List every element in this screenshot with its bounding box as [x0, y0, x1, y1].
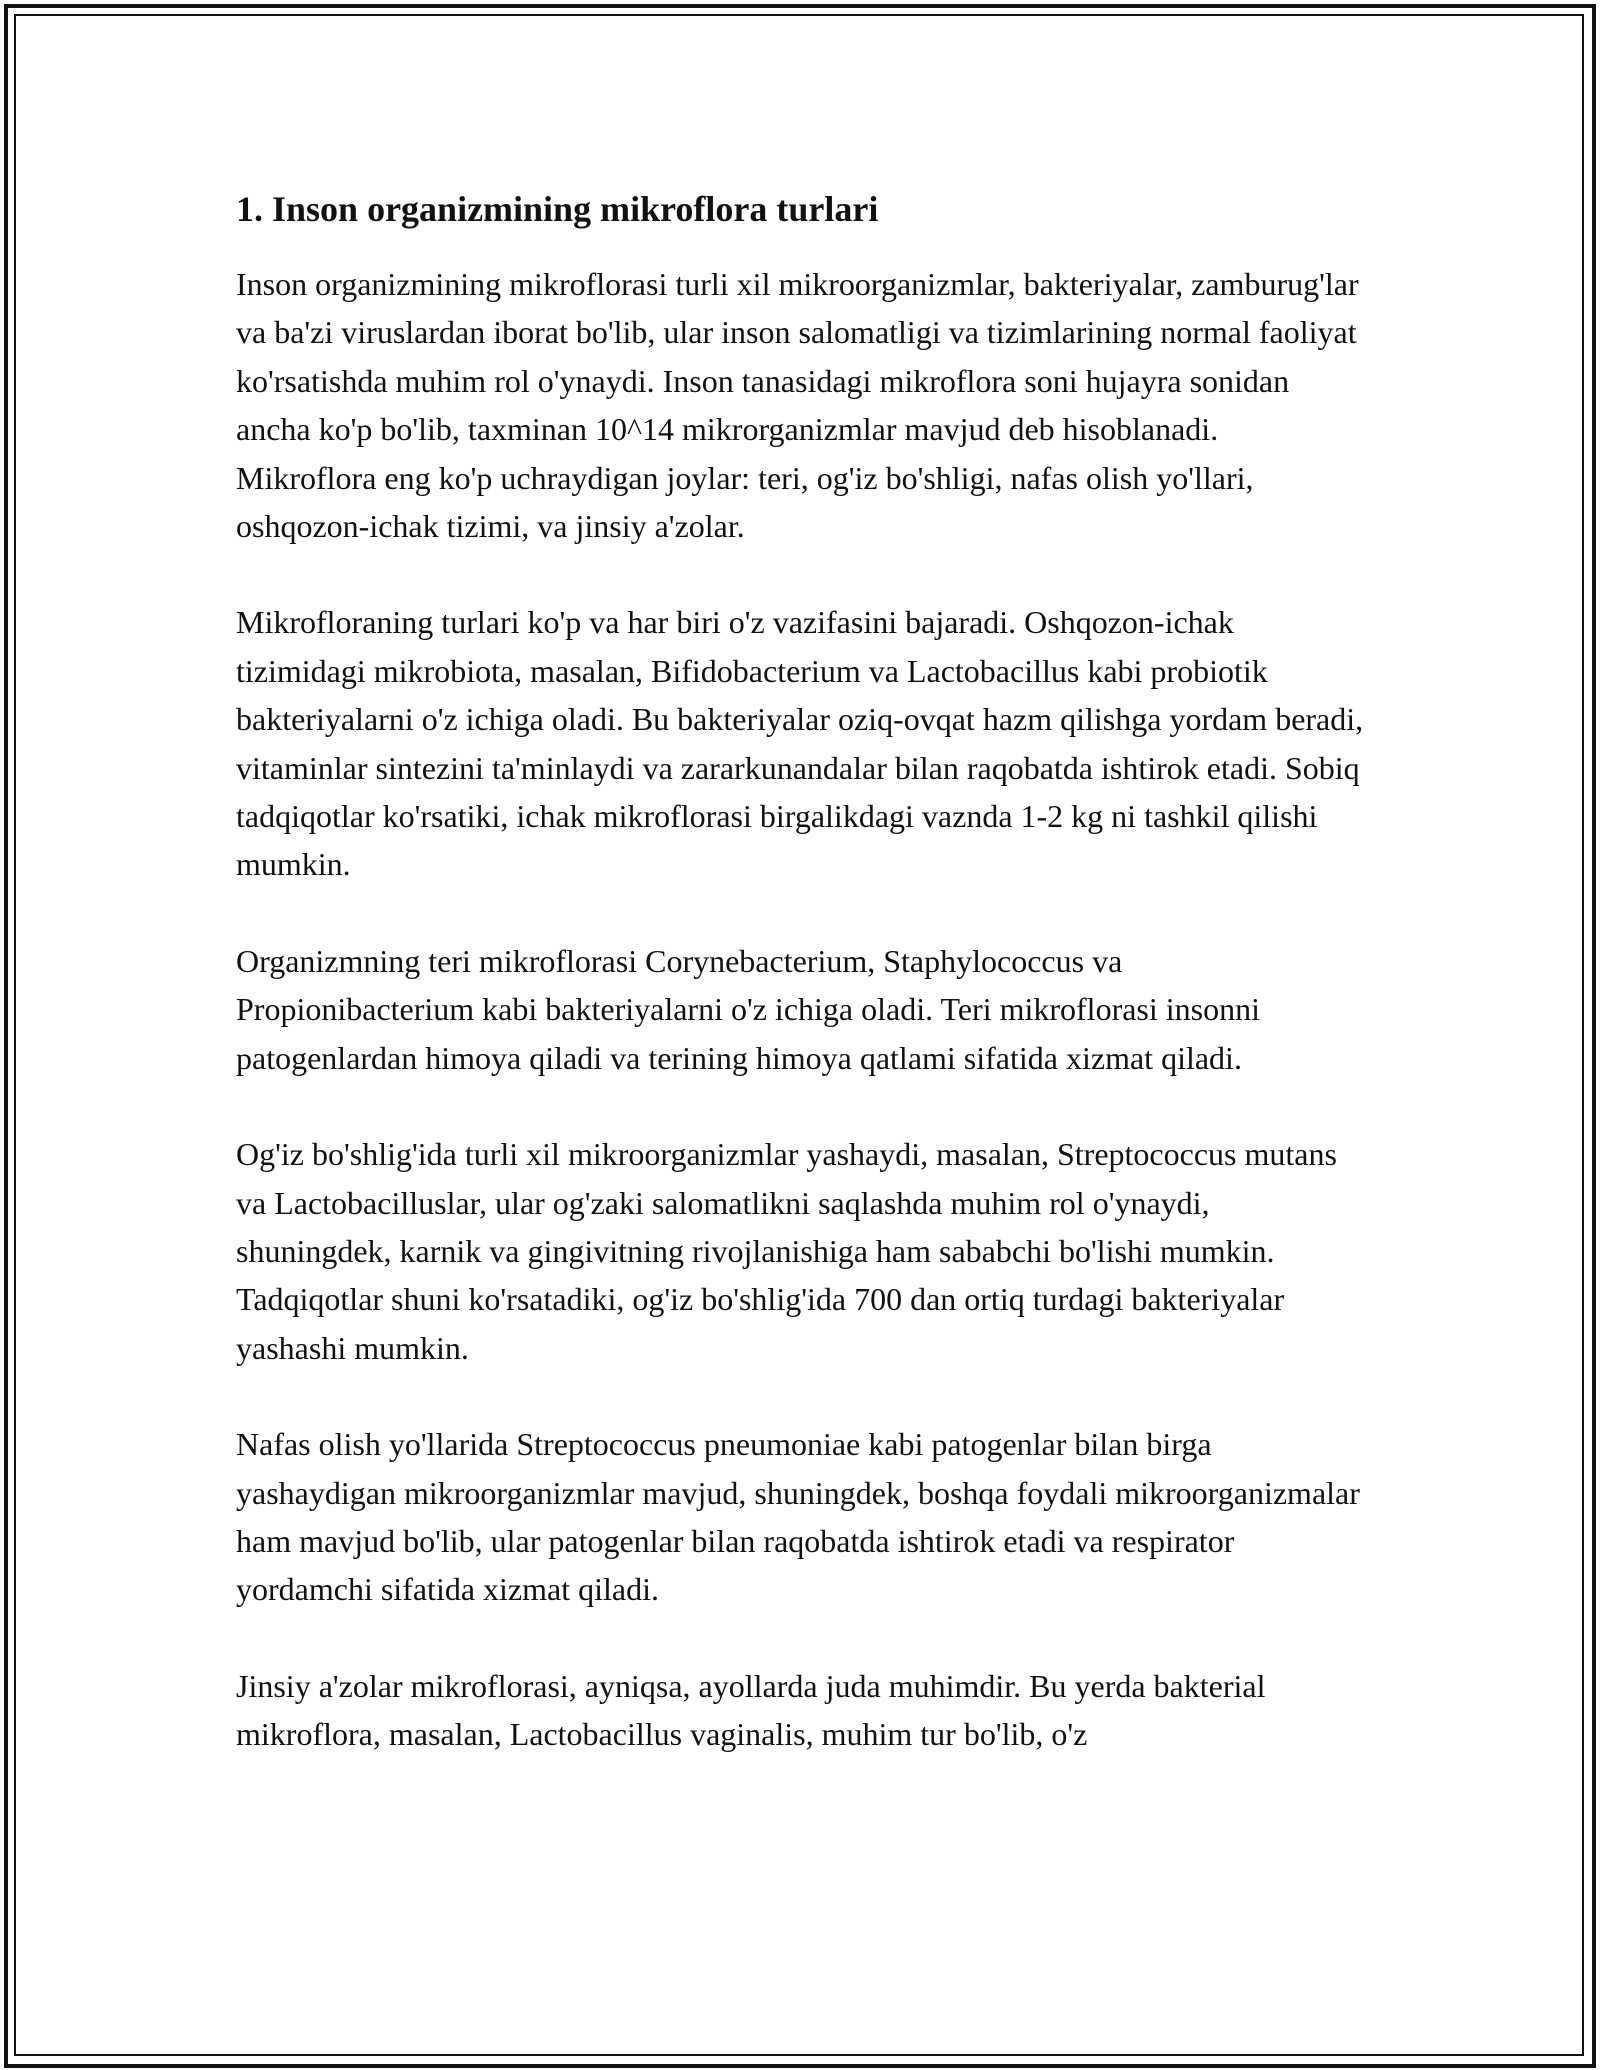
section-heading: 1. Inson organizmining mikroflora turlari: [236, 189, 879, 229]
paragraph-genital-microflora: Jinsiy a'zolar mikroflorasi, ayniqsa, ayollarda juda muhimdir. Bu yerda bakterial mikroflora, masalan, Lactobacillus vaginalis, muhim tur bo'lib, o'z: [236, 1667, 1266, 1753]
document-body: [236, 186, 1366, 1807]
paragraph-skin-microflora: Organizmning teri mikroflorasi Corynebacterium, Staphylococcus va Propionibacterium kabi bakteriyalarni o'z ichiga oladi. Teri mikroflorasi insonni patogenlardan himoya qiladi va terining himoya qatlami sifatida xizmat qiladi.: [236, 942, 1260, 1076]
paragraph-intro: Inson organizmining mikroflorasi turli xil mikroorganizmlar, bakteriyalar, zamburug'lar va ba'zi viruslardan iborat bo'lib, ular inson salomatligi va tizimlarining normal faoliyat ko'rsatishda muhim rol o'ynaydi. Inson tanasidagi mikroflora soni hujayra sonidan ancha ko'p bo'lib, taxminan 10^14 mikrorganizmlar mavjud deb hisoblanadi. Mikroflora eng ko'p uchraydigan joylar: teri, og'iz bo'shligi, nafas olish yo'llari, oshqozon-ichak tizimi, va jinsiy a'zolar.: [236, 266, 1359, 545]
paragraph-respiratory-microflora: Nafas olish yo'llarida Streptococcus pneumoniae kabi patogenlar bilan birga yashaydigan mikroorganizmlar mavjud, shuningdek, boshqa foydali mikroorganizmalar ham mavjud bo'lib, ular patogenlar bilan raqobatda ishtirok etadi va respirator yordamchi sifatida xizmat qiladi.: [236, 1426, 1360, 1608]
paragraph-gut-microflora: Mikrofloraning turlari ko'p va har biri o'z vazifasini bajaradi. Oshqozon-ichak tizimidagi mikrobiota, masalan, Bifidobacterium va Lactobacillus kabi probiotik bakteriyalarni o'z ichiga oladi. Bu bakteriyalar oziq-ovqat hazm qilishga yordam beradi, vitaminlar sintezini ta'minlaydi va zararkunandalar bilan raqobatda ishtirok etadi. Sobiq tadqiqotlar ko'rsatiki, ichak mikroflorasi birgalikdagi vaznda 1-2 kg ni tashkil qilishi mumkin.: [236, 604, 1364, 883]
paragraph-oral-microflora: Og'iz bo'shlig'ida turli xil mikroorganizmlar yashaydi, masalan, Streptococcus mutans va Lactobacilluslar, ular og'zaki salomatlikni saqlashda muhim rol o'ynaydi, shuningdek, karnik va gingivitning rivojlanishiga ham sababchi bo'lishi mumkin. Tadqiqotlar shuni ko'rsatadiki, og'iz bo'shlig'ida 700 dan ortiq turdagi bakteriyalar yashashi mumkin.: [236, 1136, 1337, 1366]
